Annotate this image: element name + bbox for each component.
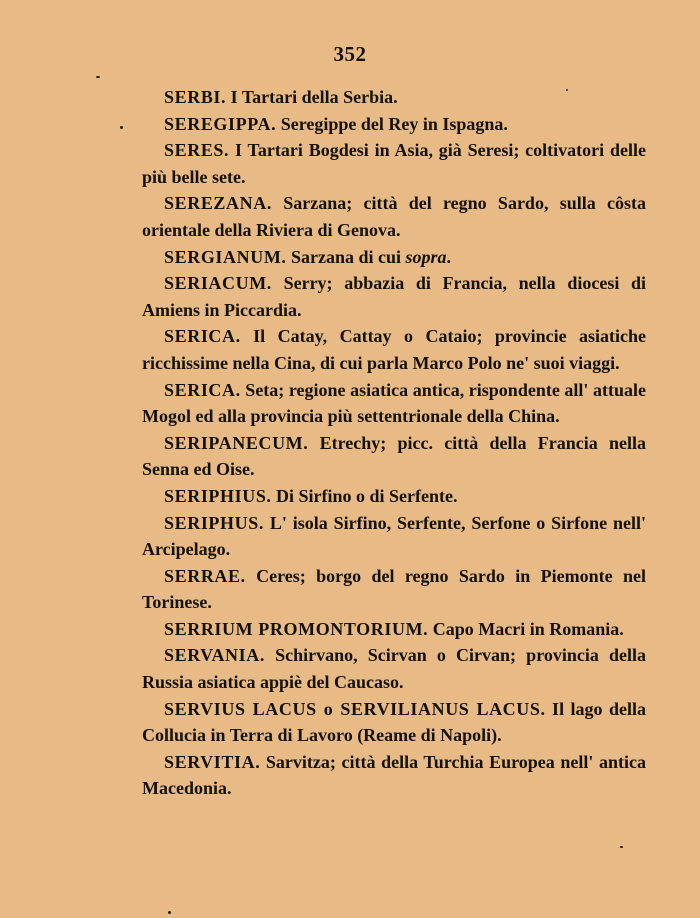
entry-headword: SERIPHIUS. xyxy=(164,485,272,506)
entry xyxy=(142,84,646,111)
entry-headword: SERRAE. xyxy=(164,565,246,586)
entry xyxy=(142,563,646,616)
entry-text: Di Sirfino o di Serfente. xyxy=(271,485,458,506)
entry-text: Etrechy; picc. città della Francia nella Senna ed Oise. xyxy=(142,432,646,480)
entry-list xyxy=(142,84,646,802)
entry-text: Seta; regione asiatica antica, rispondente all' attuale Mogol ed alla provincia più settentrionale della China. xyxy=(142,379,646,427)
entry-text: Sarzana di cui xyxy=(286,246,406,267)
entry-text: Sarvitza; città della Turchia Europea nell' antica Macedonia. xyxy=(142,751,646,799)
entry xyxy=(142,377,646,430)
entry-headword: SERGIANUM. xyxy=(164,246,287,267)
ink-speck xyxy=(620,846,623,848)
entry xyxy=(142,244,646,271)
entry-headword: SERICA. xyxy=(164,326,241,347)
entry-text: L' isola Sirfino, Serfente, Serfone o Sirfone nell' Arcipelago. xyxy=(142,512,646,560)
entry-text: Il Catay, Cattay o Cataio; provincie asiatiche ricchissime nella Cina, di cui parla Marco Polo ne' suoi viaggi. xyxy=(142,326,646,373)
entry-text: Serry; abbazia di Francia, nella diocesi di Amiens in Piccardia. xyxy=(142,273,646,320)
entry-text: I Tartari Bogdesi in Asia, già Seresi; coltivatori delle più belle sete. xyxy=(142,140,646,187)
entry-headword: SERES. xyxy=(164,140,230,161)
entry-headword: SERICA. xyxy=(164,379,241,400)
entry xyxy=(142,696,646,749)
entry xyxy=(142,323,646,376)
entry-text: Seregippe del Rey in Ispagna. xyxy=(276,113,508,134)
entry-headword: SERVIUS LACUS o SERVILIANUS LACUS. xyxy=(164,698,546,719)
entry-headword: SEREZANA. xyxy=(164,193,272,214)
entry xyxy=(142,190,646,243)
entry-headword: SERIPHUS. xyxy=(164,512,264,533)
entry-headword: SERBI. xyxy=(164,87,227,107)
page-number: 352 xyxy=(333,42,367,66)
entry xyxy=(142,111,646,138)
entry-headword: SEREGIPPA. xyxy=(164,113,277,134)
entry-text: I Tartari della Serbia. xyxy=(226,87,398,107)
entry xyxy=(142,749,646,802)
entry-italic-text: sopra xyxy=(405,246,447,267)
entry-headword: SERIACUM. xyxy=(164,273,272,294)
entry-headword: SERVANIA. xyxy=(164,645,265,666)
entry xyxy=(142,642,646,695)
ink-speck xyxy=(168,911,171,914)
entry-headword: SERRIUM PROMONTORIUM. xyxy=(164,618,429,639)
entry xyxy=(142,616,646,643)
entry xyxy=(142,137,646,190)
ink-speck xyxy=(96,76,100,78)
entry-text: Schirvano, Scirvan o Cirvan; provincia della Russia asiatica appiè del Caucaso. xyxy=(142,645,646,693)
entry-text: Il lago della Collucia in Terra di Lavoro (Reame di Napoli). xyxy=(142,698,646,746)
entry xyxy=(142,270,646,323)
entry xyxy=(142,483,646,510)
entry-headword: SERIPANECUM. xyxy=(164,432,309,453)
entry-text: Ceres; borgo del regno Sardo in Piemonte nel Torinese. xyxy=(142,565,646,613)
entry-text: Sarzana; città del regno Sardo, sulla côsta orientale della Riviera di Genova. xyxy=(142,193,646,240)
entry xyxy=(142,510,646,563)
ink-speck xyxy=(120,126,123,129)
entry-text-tail: . xyxy=(446,246,452,267)
entry xyxy=(142,430,646,483)
entry-headword: SERVITIA. xyxy=(164,751,261,772)
ink-speck xyxy=(566,89,568,91)
entry-text: Capo Macri in Romania. xyxy=(428,618,624,639)
